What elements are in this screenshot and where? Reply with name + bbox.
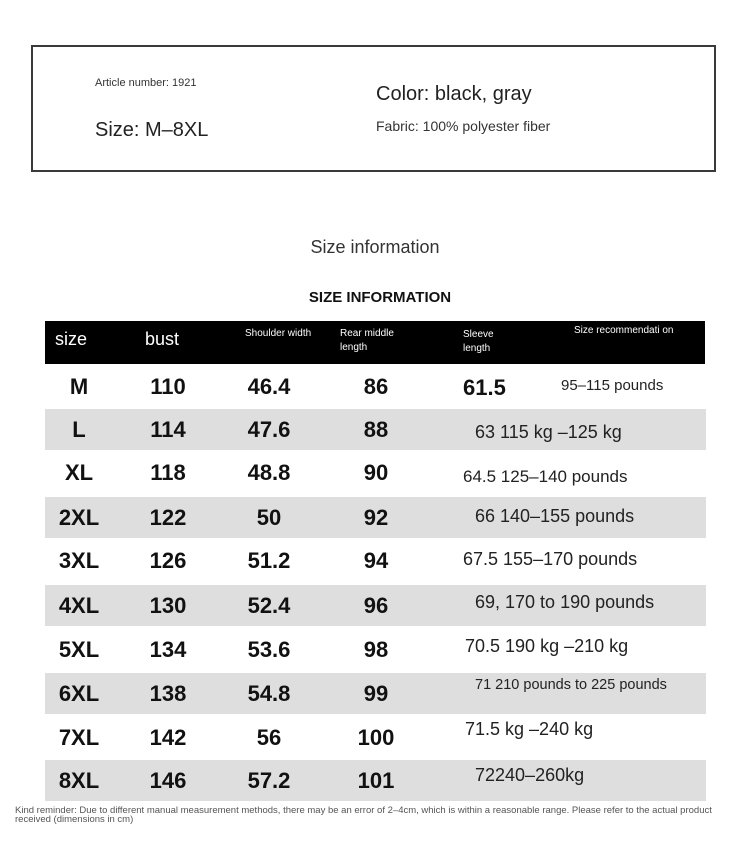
table-row <box>45 452 706 493</box>
bust-cell: 114 <box>150 417 186 442</box>
table-row <box>45 760 706 801</box>
rear-length-cell: 88 <box>363 417 389 442</box>
shoulder-cell: 47.6 <box>247 417 291 442</box>
size-info-title: SIZE INFORMATION <box>308 289 452 306</box>
bust-cell: 110 <box>150 374 186 399</box>
rear-length-cell: 100 <box>357 725 395 750</box>
size-range: Size: M–8XL <box>95 119 209 141</box>
recommendation-cell: 95–115 pounds <box>561 377 664 394</box>
shoulder-cell: 50 <box>256 505 282 530</box>
table-row <box>45 585 706 626</box>
rear-length-cell: 94 <box>363 548 389 573</box>
recommendation-cell: 64.5 125–140 pounds <box>463 467 628 486</box>
table-row <box>45 717 706 758</box>
header-sleeve: Sleeve length <box>463 329 494 354</box>
size-cell: 3XL <box>58 548 100 573</box>
bust-cell: 122 <box>149 505 187 530</box>
recommendation-cell: 69, 170 to 190 pounds <box>475 592 655 612</box>
recommendation-cell: 71 210 pounds to 225 pounds <box>475 677 667 693</box>
table-row <box>45 629 706 670</box>
recommendation-cell: 67.5 155–170 pounds <box>463 549 638 569</box>
fabric-composition: Fabric: 100% polyester fiber <box>376 118 551 134</box>
header-shoulder: Shoulder width <box>245 328 312 339</box>
shoulder-cell: 56 <box>256 725 282 750</box>
shoulder-cell: 46.4 <box>247 374 291 399</box>
shoulder-cell: 54.8 <box>247 681 291 706</box>
recommendation-cell: 71.5 kg –240 kg <box>465 719 594 739</box>
shoulder-cell: 57.2 <box>247 768 291 793</box>
shoulder-cell: 51.2 <box>247 548 291 573</box>
rear-length-cell: 86 <box>363 374 389 399</box>
size-cell: 8XL <box>58 768 100 793</box>
size-cell: M <box>69 374 89 399</box>
size-cell: 4XL <box>58 593 100 618</box>
size-cell: 5XL <box>58 637 100 662</box>
table-row <box>45 497 706 538</box>
bust-cell: 118 <box>150 460 186 485</box>
table-row <box>45 673 706 714</box>
color-options: Color: black, gray <box>376 83 532 105</box>
sleeve-cell: 61.5 <box>463 375 506 400</box>
recommendation-cell: 72240–260kg <box>475 765 585 785</box>
table-row <box>45 540 706 581</box>
rear-length-cell: 90 <box>363 460 389 485</box>
table-row <box>45 366 706 407</box>
rear-length-cell: 96 <box>363 593 389 618</box>
recommendation-cell: 63 115 kg –125 kg <box>475 422 622 442</box>
rear-length-cell: 99 <box>363 681 389 706</box>
rear-length-cell: 92 <box>363 505 389 530</box>
shoulder-cell: 52.4 <box>247 593 291 618</box>
shoulder-cell: 48.8 <box>247 460 291 485</box>
header-bust: bust <box>145 329 180 349</box>
bust-cell: 134 <box>149 637 187 662</box>
size-cell: XL <box>64 460 94 485</box>
shoulder-cell: 53.6 <box>247 637 291 662</box>
size-cell: 2XL <box>58 505 100 530</box>
rear-length-cell: 98 <box>363 637 389 662</box>
size-table-header <box>45 321 705 364</box>
size-cell: L <box>72 417 86 442</box>
header-recommendation: Size recommendati on <box>574 325 674 336</box>
size-info-heading: Size information <box>310 237 440 257</box>
size-cell: 7XL <box>58 725 100 750</box>
recommendation-cell: 70.5 190 kg –210 kg <box>465 636 629 656</box>
bust-cell: 126 <box>149 548 187 573</box>
table-row <box>45 409 706 450</box>
bust-cell: 130 <box>149 593 187 618</box>
header-rear: Rear middle length <box>340 328 394 353</box>
bust-cell: 138 <box>149 681 187 706</box>
recommendation-cell: 66 140–155 pounds <box>475 506 635 526</box>
article-number: Article number: 1921 <box>95 77 197 89</box>
bust-cell: 146 <box>149 768 187 793</box>
size-cell: 6XL <box>58 681 100 706</box>
header-size: size <box>55 329 88 349</box>
product-info-box <box>31 45 716 172</box>
bust-cell: 142 <box>149 725 187 750</box>
measurement-reminder: Kind reminder: Due to different manual measurement methods, there may be an error of 2–4cm, which is within a reasonable range. Please refer to the actual product received (dimensions in cm) <box>15 805 712 825</box>
rear-length-cell: 101 <box>357 768 395 793</box>
